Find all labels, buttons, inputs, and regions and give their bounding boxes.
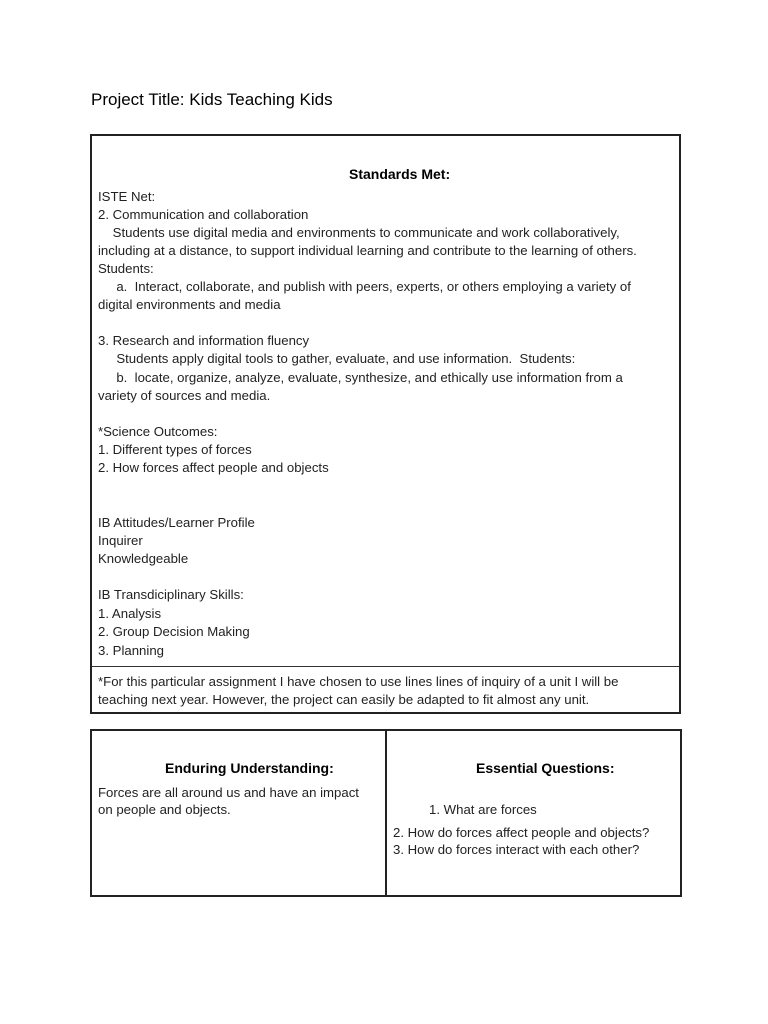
- standards-note-cell: [92, 666, 679, 713]
- standards-line: 2. Communication and collaboration: [98, 207, 309, 222]
- standards-line: IB Attitudes/Learner Profile: [98, 515, 255, 530]
- standards-line: 3. Planning: [98, 643, 164, 658]
- standards-line: Students apply digital tools to gather, evaluate, and use information. Students:: [98, 351, 576, 366]
- standards-line: 2. Group Decision Making: [98, 624, 250, 639]
- standards-heading: Standards Met:: [349, 166, 451, 182]
- standards-cell: [92, 136, 679, 665]
- essential-heading: Essential Questions:: [476, 760, 615, 776]
- standards-line: b. locate, organize, analyze, evaluate, synthesize, and ethically use information from a: [98, 370, 623, 385]
- standards-line: 2. How forces affect people and objects: [98, 460, 329, 475]
- essential-question-2: 2. How do forces affect people and objects?: [393, 825, 650, 840]
- standards-note-line: teaching next year. However, the project can easily be adapted to fit almost any unit.: [98, 692, 590, 707]
- enduring-heading: Enduring Understanding:: [165, 760, 334, 776]
- standards-table: [90, 134, 681, 714]
- standards-line: a. Interact, collaborate, and publish with peers, experts, or others employing a variety of: [98, 279, 631, 294]
- enduring-line: on people and objects.: [98, 802, 231, 817]
- essential-question-3: 3. How do forces interact with each other?: [393, 842, 640, 857]
- standards-line: digital environments and media: [98, 297, 281, 312]
- standards-line: including at a distance, to support individual learning and contribute to the learning of others.: [98, 243, 637, 258]
- standards-line: IB Transdiciplinary Skills:: [98, 587, 244, 602]
- standards-line: Students use digital media and environments to communicate and work collaboratively,: [98, 225, 620, 240]
- standards-line: 1. Analysis: [98, 606, 162, 621]
- standards-line: variety of sources and media.: [98, 388, 271, 403]
- page-title: Project Title: Kids Teaching Kids: [91, 90, 333, 109]
- understanding-questions-table: [90, 729, 682, 897]
- standards-line: 3. Research and information fluency: [98, 333, 310, 348]
- standards-line: ISTE Net:: [98, 189, 156, 204]
- standards-line: *Science Outcomes:: [98, 424, 218, 439]
- standards-line: Knowledgeable: [98, 551, 189, 566]
- standards-note-line: *For this particular assignment I have chosen to use lines lines of inquiry of a unit I will be: [98, 674, 619, 689]
- standards-line: Inquirer: [98, 533, 143, 548]
- column-divider: [385, 731, 387, 895]
- enduring-line: Forces are all around us and have an impact: [98, 785, 359, 800]
- standards-line: Students:: [98, 261, 154, 276]
- standards-line: 1. Different types of forces: [98, 442, 252, 457]
- essential-question-1: 1. What are forces: [429, 802, 537, 817]
